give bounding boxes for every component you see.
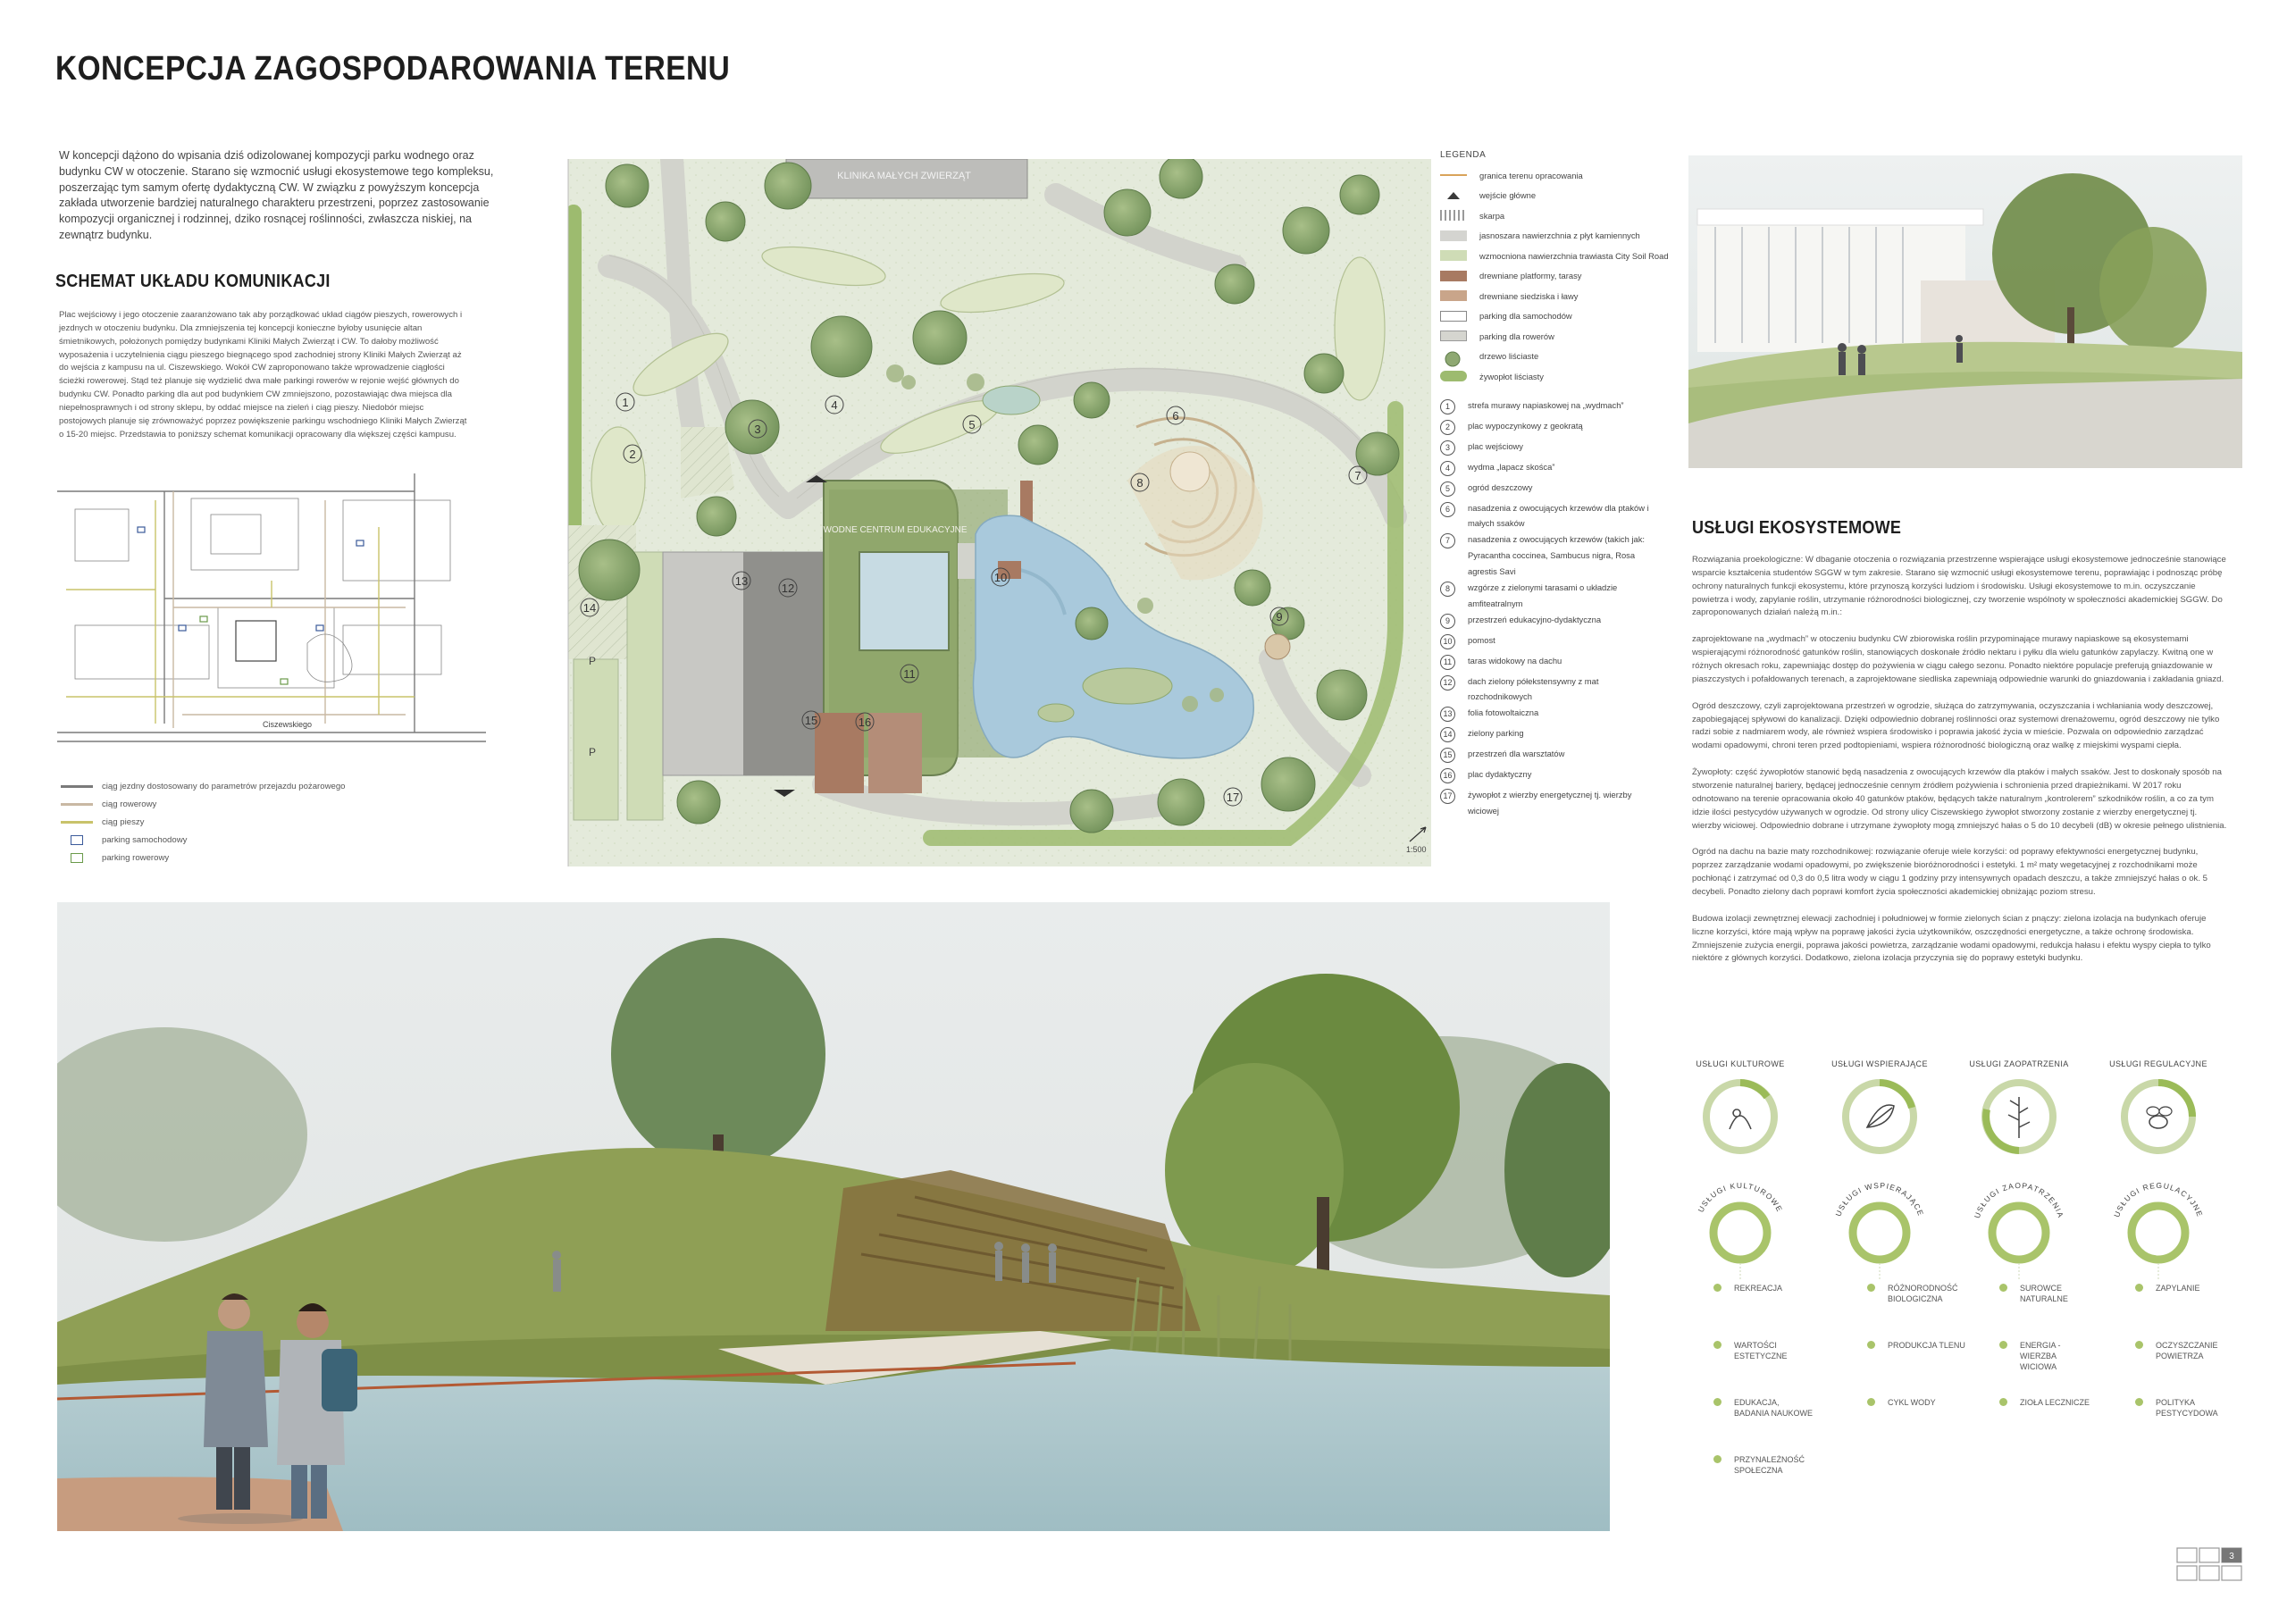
plant-icon	[1985, 1083, 2053, 1151]
deck-swatch	[1440, 271, 1467, 281]
bee-icon	[2124, 1083, 2192, 1151]
service-items-provisioning	[1999, 1283, 2142, 1454]
legend-numbered-item	[1440, 439, 1699, 459]
service-item: WARTOŚCI ESTETYCZNE	[1713, 1340, 1856, 1397]
service-item: POLITYKA PESTYCYDOWA	[2135, 1397, 2278, 1454]
svg-text:7: 7	[1354, 469, 1361, 482]
legend-label: przestrzeń dla warsztatów	[1468, 749, 1565, 759]
bike-line-swatch	[61, 803, 93, 806]
plan-legend	[1440, 150, 1699, 819]
legend-item	[1440, 286, 1699, 306]
svg-text:2: 2	[629, 448, 636, 461]
legend-label: nasadzenia z owocujących krzewów dla ptaków i małych ssaków	[1468, 502, 1649, 529]
slope-swatch	[1440, 210, 1467, 221]
service-ring	[1696, 1181, 1785, 1260]
legend-number: 9	[1440, 614, 1455, 629]
communication-schema-map	[57, 473, 486, 777]
legend-number: 4	[1440, 461, 1455, 476]
schemat-legend-label: ciąg pieszy	[102, 816, 145, 827]
service-item: CYKL WODY	[1867, 1397, 2010, 1454]
schemat-legend-label: ciąg rowerowy	[102, 799, 157, 809]
schemat-title: SCHEMAT UKŁADU KOMUNIKACJI	[55, 272, 331, 291]
bike-parking-swatch	[1440, 331, 1467, 341]
service-arc-label: USŁUGI REGULACYJNE	[2112, 1180, 2205, 1218]
legend-numbered-item	[1440, 746, 1699, 766]
service-item: RÓŻNORODNOŚĆ BIOLOGICZNA	[1867, 1283, 2010, 1340]
legend-item	[1440, 205, 1699, 226]
svg-text:11: 11	[903, 667, 916, 681]
park-render	[57, 902, 1610, 1531]
bullet-icon	[1867, 1398, 1875, 1406]
bullet-icon	[1713, 1341, 1722, 1349]
bullet-icon	[1999, 1341, 2007, 1349]
service-label-provisioning: USŁUGI ZAOPATRZENIA	[1969, 1059, 2069, 1068]
legend-numbered-item	[1440, 500, 1699, 532]
legend-label: żywopłot z wierzby energetycznej tj. wierzby wiciowej	[1468, 790, 1632, 816]
legend-numbered-item	[1440, 580, 1699, 612]
legend-number: 12	[1440, 675, 1455, 691]
legend-numbered-item	[1440, 674, 1699, 706]
car-parking-swatch	[71, 835, 83, 845]
legend-label: wejście główne	[1479, 190, 1537, 201]
legend-numbered-item	[1440, 398, 1699, 418]
service-item: PRODUKCJA TLENU	[1867, 1340, 2010, 1397]
legend-label: żywopłot liściasty	[1479, 371, 1544, 381]
service-ring	[1973, 1181, 2065, 1260]
svg-text:6: 6	[1172, 409, 1179, 423]
svg-text:9: 9	[1276, 610, 1283, 624]
plan-scale	[1406, 824, 1433, 854]
legend-item	[1440, 226, 1699, 247]
service-label-cultural: USŁUGI KULTUROWE	[1696, 1059, 1785, 1068]
legend-item	[1440, 186, 1699, 206]
svg-text:3: 3	[754, 423, 761, 436]
legend-number: 13	[1440, 707, 1455, 722]
plan-marker	[992, 568, 1009, 586]
svg-text:13: 13	[734, 574, 749, 588]
schema-street-label: Ciszewskiego	[263, 720, 313, 729]
svg-text:4: 4	[831, 398, 838, 412]
plan-parking-label: P	[589, 655, 597, 667]
legend-label: drewniane siedziska i ławy	[1479, 290, 1579, 301]
legend-numbered-item	[1440, 459, 1699, 480]
plan-marker	[1224, 788, 1242, 806]
eco-paragraph: Budowa izolacji zewnętrznej elewacji zachodniej i południowej w formie zielonych ścian z pnączy: zielona izolacja na budynkach oferuje liczne korzyści, które mają wpływ na poprawę jakości życia użytkowników, oszczędności energetyczne, a także ochronę środowiska. Zmniejszenie zużycia energii, poprawa jakości powietrza, zarządzanie wodami opadowymi, redukcja hałasu i efektu wyspy ciepła to tylko niektóre z głównych korzyści. Dodatkowo, zielona izolacja przyczynia się do poprawy estetyki budynku.	[1692, 913, 2211, 964]
plan-marker	[779, 579, 797, 597]
legend-item	[1440, 165, 1699, 186]
legend-number: 8	[1440, 582, 1455, 597]
legend-numbered-item	[1440, 787, 1699, 819]
bullet-icon	[1713, 1284, 1722, 1292]
bullet-icon	[1867, 1284, 1875, 1292]
legend-numbered-item	[1440, 480, 1699, 500]
plan-parking-label-2: P	[589, 746, 597, 758]
legend-number: 6	[1440, 502, 1455, 517]
service-item: ZAPYLANIE	[2135, 1283, 2278, 1340]
legend-item	[1440, 266, 1699, 287]
legend-label: parking dla samochodów	[1479, 311, 1572, 322]
legend-item	[1440, 246, 1699, 266]
legend-label: nasadzenia z owocujących krzewów (takich jak: Pyracantha coccinea, Sambucus nigra, Rosa agrestis Savi	[1468, 534, 1646, 576]
legend-number: 15	[1440, 748, 1455, 763]
eco-paragraph: Żywopłoty: część żywopłotów stanowić będą nasadzenia z owocujących krzewów dla ptaków i małych ssaków. Jest to doskonały sposób na stworzenie naturalnej bariery, będącej jednocześnie cennym źródłem pożywienia i schronienia przed drapieżnikami. W 2017 roku odnotowano na terenie opracowania około 40 gatunków ptaków, będących także naturalnym „kontrolerem” szkodników roślin, a co za tym idzie ilości pestycydów używanych w ogrodzie. Od strony ulicy Ciszewskiego żywopłot stworzony zostanie z wierzby energetycznej tj. wierzby wiciowej. Odpowiednio dobrane i utrzymane żywopłoty mogą zmniejszyć hałas o 5 do 10 decybeli (dB) w okresie pełnego ulistnienia.	[1692, 767, 2227, 831]
service-arc-label: USŁUGI WSPIERAJĄCE	[1833, 1180, 1926, 1218]
legend-number: 1	[1440, 399, 1455, 414]
bullet-icon	[2135, 1284, 2143, 1292]
bullet-icon	[1713, 1455, 1722, 1463]
legend-item	[1440, 366, 1699, 387]
bullet-icon	[2135, 1341, 2143, 1349]
car-parking-swatch	[1440, 311, 1467, 322]
schemat-text: Plac wejściowy i jego otoczenie zaaranżowano tak aby porządkować układ ciągów pieszych, rowerowych i jezdnych w otoczeniu budynku. Dla zmniejszenia tej koncepcji konieczne byłoby usunięcie altan śmietnikowych, położonych pomiędzy budynkami Kliniki Małych Zwierząt i CW. To dałoby możliwość wyposażenia i uczytelnienia ciągu pieszego biegnącego spod zachodniej strony Kliniki Małych Zwierząt aż do wejścia z kampusu na ul. Ciszewskiego. Wokół CW zaproponowano także wprowadzenie ciągłości ścieżki rowerowej. Stąd też planuje się wydzielić dwa małe parkingi rowerów w rejonie wejść głównych do budynku CW. Ponadto parking dla aut pod budynkiem CW zmniejszono, pozostawiając dwa miejsca dla niepełnosprawnych i od strony sklepu, by oddać miejsce na zieleń i ciąg pieszy. Niedobór miejsc postojowych planuje się zrównoważyć poprzez powiększenie parkingu wschodniego Kliniki Małych Zwierząt o 15-20 miejsc. Przedstawia to poniższy schemat komunikacji opracowany dla większej części kampusu.	[59, 310, 467, 439]
leaf-icon	[1846, 1083, 1914, 1151]
legend-label: wydma „lapacz skośca”	[1468, 461, 1555, 472]
entrance-arrow-icon	[1440, 190, 1467, 201]
legend-label: granica terenu opracowania	[1479, 170, 1583, 180]
eco-paragraph: Ogród deszczowy, czyli zaprojektowana przestrzeń w ogrodzie, służąca do zatrzymywania, oczyszczania i wchłaniania wody deszczowej, zapobiegającej spływowi do kanalizacji. Dzięki odpowiednio dobranej roślinności oraz systemowi drenażowemu, ogród deszczowy nie tylko radzi sobie z nadmiarem wody, ale również wspiera środowisko i poprawia jakość życia w mieście. Pozwala on odpowiednio zarządzać wodami opadowymi, chroni teren przed podtopieniami, wspiera różnorodność biologiczną oraz walkę z miejskimi wyspami ciepła.	[1692, 700, 2220, 751]
bench-swatch	[1440, 290, 1467, 301]
plan-marker	[733, 572, 750, 590]
legend-item	[1440, 347, 1699, 367]
legend-label: drzewo liściaste	[1479, 351, 1539, 362]
bullet-icon	[1999, 1398, 2007, 1406]
service-icons	[1697, 1074, 2251, 1172]
bullet-icon	[1713, 1398, 1722, 1406]
eco-text	[1692, 554, 2228, 979]
legend-label: wzmocniona nawierzchnia trawiasta City Soil Road	[1479, 250, 1669, 261]
grass-paving-swatch	[1440, 250, 1467, 261]
schemat-legend-item	[61, 795, 400, 813]
bullet-icon	[1999, 1284, 2007, 1292]
page-indicator	[2176, 1547, 2242, 1581]
legend-label: parking dla rowerów	[1479, 331, 1554, 341]
eco-title: USŁUGI EKOSYSTEMOWE	[1692, 518, 1902, 538]
service-items-regulating	[2135, 1283, 2278, 1454]
eco-paragraph: Rozwiązania proekologiczne: W dbaganie otoczenia o rozwiązania przestrzenne wspierające usługi ekosystemowe jednocześnie stanowiące wsparcie kształcenia studentów SGGW w tym zakresie. Starano się wzmocnić usługi ekosystemowe terenu, poprawiając i podnosząc próbę ochrony naturalnych funkcji ekosystemu, które przynoszą korzyści ludziom i środowisku. Usługi ekosystemowe to m.in. oczyszczanie powietrza i wody, zapylanie roślin, utrzymanie różnorodności biologicznej, czy tworzenie wspólnoty w społeczności akademickiej SGGW. Do zaproponowanych działań należą m.in.:	[1692, 555, 2226, 618]
building-render	[1688, 155, 2242, 468]
legend-label: plac wypoczynkowy z geokratą	[1468, 420, 1583, 431]
legend-label: plac wejściowy	[1468, 440, 1523, 451]
service-item: ENERGIA - WIERZBA WICIOWA	[1999, 1340, 2142, 1397]
legend-label: taras widokowy na dachu	[1468, 655, 1562, 666]
schemat-legend	[61, 777, 400, 866]
legend-label: ogród deszczowy	[1468, 481, 1533, 492]
legend-item	[1440, 306, 1699, 327]
service-arc-label: USŁUGI ZAOPATRZENIA	[1972, 1180, 2066, 1220]
legend-numbered-item	[1440, 532, 1699, 580]
legend-item	[1440, 326, 1699, 347]
eco-paragraph: zaprojektowane na „wydmach” w otoczeniu budynku CW zbiorowiska roślin przypominające murawy napiaskowe są ekosystemami wspierającymi różnorodność gatunków roślin, stanowiących doskonałe źródło nektaru i pyłku dla wielu gatunków zapylaczy. Kwitną one w różnych okresach roku, zapewniając dostęp do pożywienia w ciągu całego sezonu. Ponadto niektóre populacje preferują gniazdowanie w piaszczystych i pofałdowanych terenach, a zaprojektowane siedliska zapewniają odpowiednie warunki do gniazdowania i zakładania gniazd.	[1692, 634, 2224, 684]
service-label-regulating: USŁUGI REGULACYJNE	[2109, 1059, 2207, 1068]
schemat-legend-item	[61, 849, 400, 866]
legend-label: folia fotowoltaiczna	[1468, 707, 1539, 718]
svg-text:5: 5	[968, 418, 976, 431]
road-line-swatch	[61, 785, 93, 788]
plan-main-building-label: WODNE CENTRUM EDUKACYJNE	[823, 525, 968, 535]
legend-numbered-item	[1440, 632, 1699, 653]
legend-numbered-item	[1440, 418, 1699, 439]
svg-text:1: 1	[622, 396, 629, 409]
service-items-supporting	[1867, 1283, 2010, 1454]
service-ring	[2112, 1181, 2205, 1260]
legend-numbered-item	[1440, 705, 1699, 725]
north-arrow-icon	[1406, 824, 1433, 843]
legend-number: 2	[1440, 420, 1455, 435]
tree-icon	[1440, 351, 1467, 362]
legend-numbered-item	[1440, 725, 1699, 746]
bike-parking-swatch	[71, 853, 83, 863]
svg-text:8: 8	[1136, 476, 1144, 490]
legend-number: 16	[1440, 768, 1455, 783]
legend-number: 14	[1440, 727, 1455, 742]
schemat-legend-item	[61, 831, 400, 849]
service-item: PRZYNALEŻNOŚĆ SPOŁECZNA	[1713, 1454, 1856, 1511]
service-item: REKREACJA	[1713, 1283, 1856, 1340]
bullet-icon	[1867, 1341, 1875, 1349]
legend-label: plac dydaktyczny	[1468, 769, 1532, 780]
hedge-swatch	[1440, 371, 1467, 381]
eco-paragraph: Ogród na dachu na bazie maty rozchodnikowej: rozwiązanie oferuje wiele korzyści: od poprawy efektywności energetycznej budynku, poprzez zarządzanie wodami opadowymi, po zwiększenie bioróżnorodności i estetyki. 1 m² maty wegetacyjnej z rozchodnikami może pochłonąć i zatrzymać od 0,3 do 0,5 litra wody w ciągu 1 godziny przy intensywnych opadach deszczu, a także zmniejszyć hałas o ok. 5 decybeli. Ponadto zielony dach poprawi komfort życia społeczności akademickiej obniżając poziom stresu.	[1692, 847, 2207, 898]
svg-text:12: 12	[781, 582, 795, 595]
svg-text:14: 14	[582, 601, 597, 615]
plan-marker	[802, 711, 820, 729]
schemat-legend-item	[61, 777, 400, 795]
svg-text:16: 16	[858, 716, 872, 729]
legend-label: wzgórze z zielonymi tarasami o układzie amfiteatralnym	[1468, 582, 1618, 608]
legend-label: skarpa	[1479, 210, 1505, 221]
boundary-swatch	[1440, 174, 1467, 176]
schemat-legend-label: parking rowerowy	[102, 852, 170, 863]
legend-label: strefa murawy napiaskowej na „wydmach”	[1468, 399, 1624, 410]
plan-top-building-label: KLINIKA MAŁYCH ZWIERZĄT	[837, 171, 971, 181]
scale-label: 1:500	[1406, 845, 1427, 854]
legend-label: pomost	[1468, 634, 1495, 645]
svg-text:10: 10	[993, 571, 1008, 584]
legend-numbered-item	[1440, 612, 1699, 632]
site-plan	[556, 159, 1431, 866]
people-icon	[1706, 1083, 1774, 1151]
legend-label: dach zielony półekstensywny z mat rozchodnikowych	[1468, 675, 1599, 702]
legend-number: 17	[1440, 789, 1455, 804]
legend-numbered-item	[1440, 766, 1699, 787]
service-item: SUROWCE NATURALNE	[1999, 1283, 2142, 1340]
bullet-icon	[2135, 1398, 2143, 1406]
service-ring	[1834, 1181, 1926, 1260]
schemat-legend-label: parking samochodowy	[102, 834, 188, 845]
service-item: EDUKACJA, BADANIA NAUKOWE	[1713, 1397, 1856, 1454]
legend-number: 7	[1440, 533, 1455, 548]
legend-label: drewniane platformy, tarasy	[1479, 271, 1582, 281]
legend-label: przestrzeń edukacyjno-dydaktyczna	[1468, 614, 1602, 624]
service-item: ZIOŁA LECZNICZE	[1999, 1397, 2142, 1454]
stone-paving-swatch	[1440, 230, 1467, 241]
legend-number: 10	[1440, 634, 1455, 649]
page-number: 3	[2229, 1552, 2234, 1561]
service-label-supporting: USŁUGI WSPIERAJĄCE	[1831, 1059, 1928, 1068]
page-title: KONCEPCJA ZAGOSPODAROWANIA TERENU	[55, 50, 731, 88]
intro-paragraph: W koncepcji dążono do wpisania dziś odizolowanej kompozycji parku wodnego oraz budynku CW w otoczenie. Starano się wzmocnić usługi ekosystemowe tego kompleksu, poszerzając tym samym ofertę dydaktyczną CW. W związku z powyższym koncepcja zakłada utworzenie bardziej naturalnego charakteru przestrzeni, poprzez zastosowanie kompozycji organicznej i rodzinnej, dziko rosnącej roślinności, zwłaszcza niskiej, na zewnątrz budynku.	[59, 149, 494, 241]
legend-number: 11	[1440, 655, 1455, 670]
legend-label: jasnoszara nawierzchnia z płyt kamiennych	[1479, 230, 1640, 241]
service-items-cultural	[1713, 1283, 1856, 1511]
plan-marker	[581, 599, 599, 616]
legend-number: 5	[1440, 481, 1455, 497]
legend-title: LEGENDA	[1440, 150, 1487, 160]
plan-marker	[856, 713, 874, 731]
svg-text:17: 17	[1226, 791, 1240, 804]
legend-numbered-item	[1440, 653, 1699, 674]
service-item: OCZYSZCZANIE POWIETRZA	[2135, 1340, 2278, 1397]
legend-label: zielony parking	[1468, 728, 1524, 739]
service-rings	[1680, 1170, 2251, 1281]
schemat-legend-item	[61, 813, 400, 831]
walk-line-swatch	[61, 821, 93, 824]
schemat-legend-label: ciąg jezdny dostosowany do parametrów przejazdu pożarowego	[102, 781, 346, 791]
svg-text:15: 15	[804, 714, 818, 727]
legend-number: 3	[1440, 440, 1455, 456]
service-arc-label: USŁUGI KULTUROWE	[1696, 1180, 1785, 1214]
